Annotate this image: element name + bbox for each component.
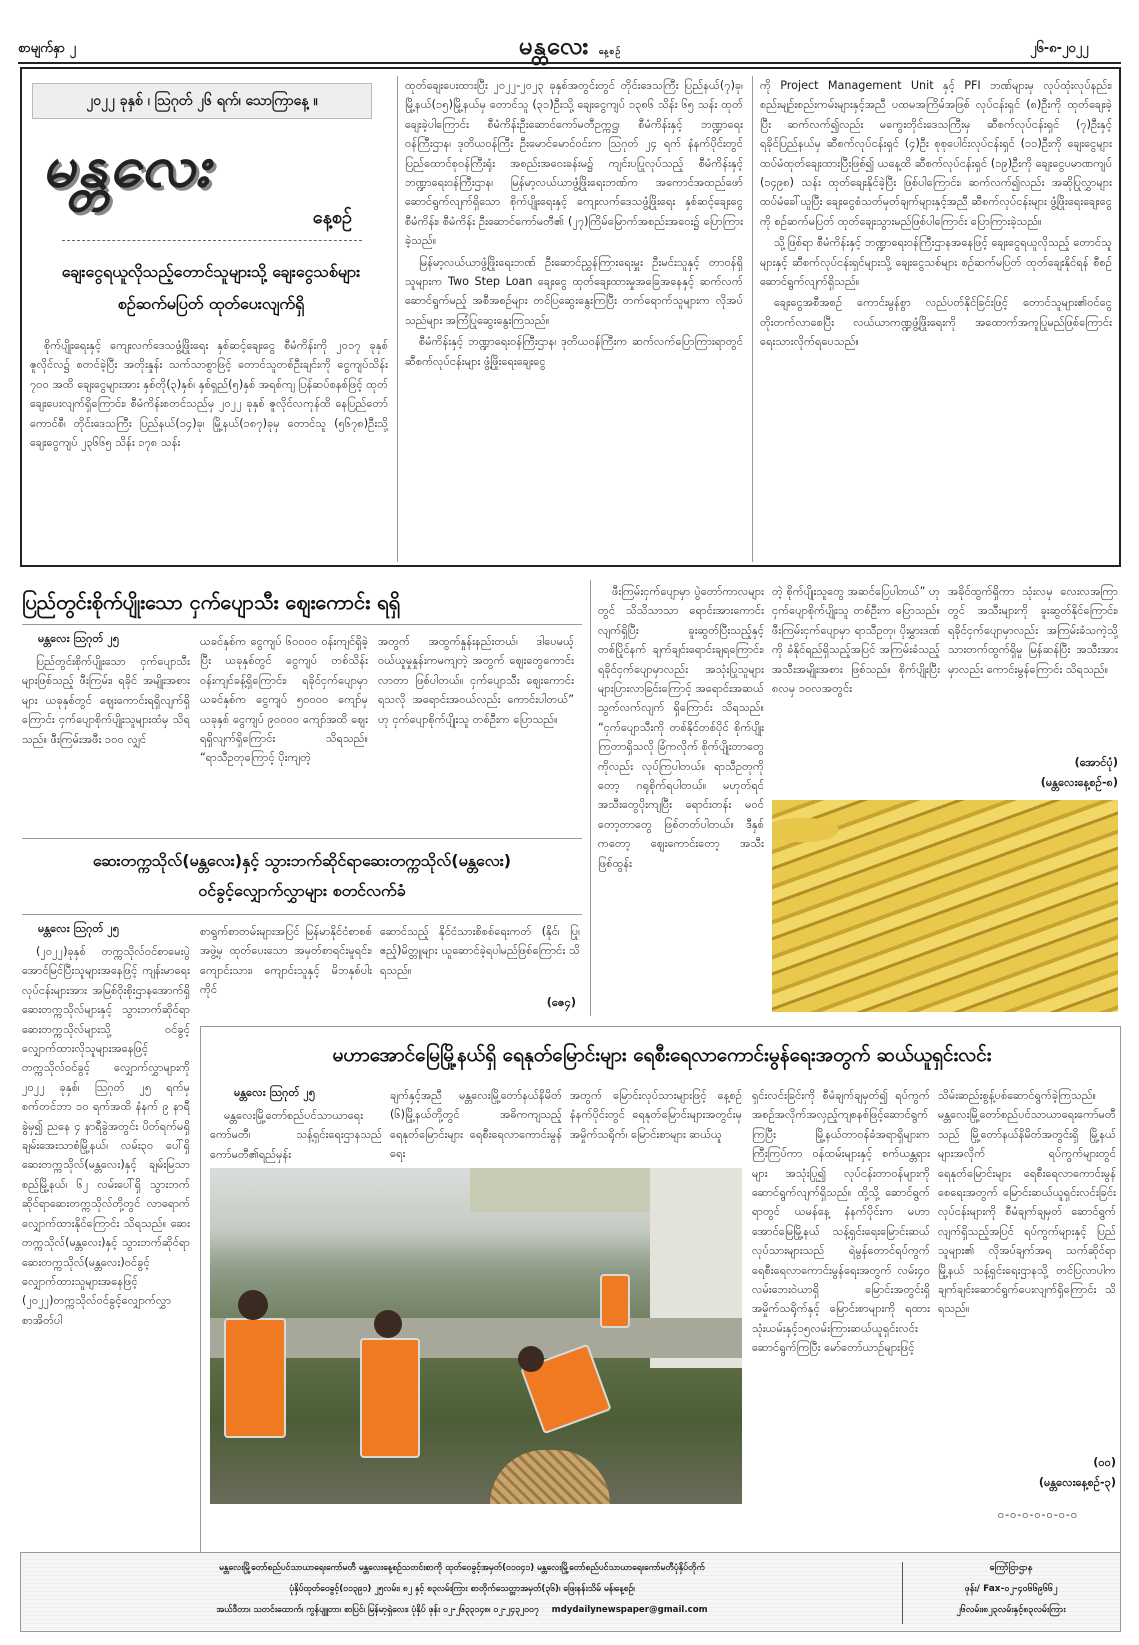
footer-left <box>32 1558 892 1621</box>
hospital-col3: ဆောင်သည့် နိုင်ငံသားစိစစ်ရေးကတ် (နိုင်၊ ပြု၊ ဧည့်)မိတ္တူများ ယူဆောင်ခဲ့ရပါမည်ဖြစ်ကြောင်း သိရသည်။ <box>380 925 580 977</box>
logo-sub: နေ့စဉ် <box>312 207 352 228</box>
footer-divider <box>902 1562 903 1624</box>
top-col2-p2: မြန်မာ့လယ်ယာဖွံ့ဖြိုးရေးဘဏ် ဦးဆောင်ညွှန်ကြားရေးမှူး ဦးမင်းသူနှင့် တာဝန်ရှိသူများက Two Step Loan ချေးငွေ ထုတ်ချေးထားမှုအခြေအနေနှင့် ဆက်လက်ဆောင်ရွက်မည့် အစီအစဉ်များ တင်ပြဆွေးနွေးကြပြီး တက်ရောက်သူများက လိုအပ်သည်များ အကြံပြုဆွေးနွေးကြသည်။ <box>405 255 743 327</box>
photo-worker-3-head <box>518 1346 544 1372</box>
banana-col2: ယခင်နှစ်က ငွေကျပ် ၆၀၀၀၀ ဝန်းကျင်ရှိခဲ့ပြီး ယခုနှစ်တွင် ငွေကျပ် တစ်သိန်း ဝန်းကျင်ခန့်ရှိကြောင်း၊ ရခိုင်ငှက်ပျောမှာ ယခင်နှစ်က ငွေကျပ် ၅၀၀၀၀ ကျော်မှ ယခုနှစ် ငွေကျပ် ၉၀၀၀၀ ကျော်အထိ ဈေးရရှိလျက်ရှိကြောင်း သိရသည်။ “ရာသီဥတုကြောင့် ပိုးကျတဲ့ <box>200 635 368 765</box>
mahaaung-byline: (ဝဝ) <box>1093 1456 1116 1469</box>
mahaaung-dateline: မန္တလေး ဩဂုတ် ၂၅ <box>234 1086 316 1099</box>
top-col3-p2: သို့ဖြစ်ရာ စီမံကိန်းနှင့် ဘဏ္ဍာရေးဝန်ကြီးဌာနအနေဖြင့် ချေးငွေရယူလိုသည့် တောင်သူများနှင့် ဆီစက်လုပ်ငန်းရှင်များသို့ ချေးငွေသစ်များ စဉ်ဆက်မပြတ် ထုတ်ချေးနိုင်ရန် စီစဉ်ဆောင်ရွက်လျက်ရှိသည်။ <box>760 236 1112 289</box>
footer-ad-phone: ဖုန်း/ Fax-၀၂-၄၀၆၆၉၆၆၂ <box>964 1584 1058 1594</box>
hospital-dateline: မန္တလေး ဩဂုတ် ၂၅ <box>38 922 120 935</box>
masthead-small-sub: နေ့စဉ် <box>598 47 622 57</box>
banana-col4: ဖီးကြမ်းငှက်ပျောမှာ ပွဲတော်ကာလများတွင် သိသိသာသာ ရောင်းအားကောင်းလျက်ရှိပြီး ခူးဆွတ်ပြီးသည့်နှင့် တစ်ပြိုင်နက် ချက်ချင်းရောင်းချရကြောင်း၊ ရခိုင်ငှက်ပျောမှာလည်း အသုံးပြုသူများ များပြားလာခြင်းကြောင့် အရောင်းအဆယ်သွက်လက်လျက် ရှိကြောင်း သိရသည်။ “ငှက်ပျောသီးကို တစ်နိုင်တစ်ပိုင် စိုက်ပျိုးကြတာရှိသလို ခြံကလိုက် စိုက်ပျိုးတာတွေကိုလည်း လုပ်ကြပါတယ်။ ရာသီဥတုကိုတော့ ဂရုစိုက်ရပါတယ်။ မဟုတ်ရင် အသီးတွေပိုးကျပြီး ရောင်းတန်း မဝင်တော့တာတွေ ဖြစ်တတ်ပါတယ်။ ဒီနှစ်ကတော့ ဈေးကောင်းတော့ အသီးဖြစ်ထွန်း <box>598 585 764 870</box>
mahaaung-col3: အတွက် မြောင်းလုပ်သားများဖြင့် နေ့စဉ် နံနက်ပိုင်းတွင် ရေနုတ်မြောင်းများအတွင်းမှ အမှိုက်သရိုက်၊ မြောင်းစာများ ဆယ်ယူ <box>570 1089 742 1141</box>
top-col3-p3: ချေးငွေအစီအစဉ် ကောင်းမွန်စွာ လည်ပတ်နိုင်ခြင်းဖြင့် တောင်သူများ၏ဝင်ငွေတိုးတက်လာစေပြီး လယ်ယာကဏ္ဍဖွံ့ဖြိုးရေးကို အထောက်အကူပြုမည်ဖြစ်ကြောင်း ရေးသားလိုက်ရပေသည်။ <box>760 296 1112 349</box>
hospital-byline: (ဇေ၄) <box>546 996 576 1009</box>
page-label: စာမျက်နှာ ၂ <box>18 41 76 56</box>
footer-ad-title: ကြော်ငြာဌာန <box>989 1563 1033 1573</box>
mahaaung-end-mark: ၀-၀-၀-၀-၀-၀-၀ <box>997 1508 1079 1521</box>
hospital-col1: (၂၀၂၂)ခုနှစ် တက္ကသိုလ်ဝင်စာမေးပွဲအောင်မြင်ပြီးသူများအနေဖြင့် ကျန်းမာရေးလုပ်ငန်းများအား အမြစ်ဝိုးစိုးဌာနအောက်ရှိ ဆေးတက္ကသိုလ်များနှင့် သွားဘက်ဆိုင်ရာဆေးတက္ကသိုလ်များသို့ ဝင်ခွင့်လျှောက်ထားလိုသူများအနေဖြင့် တက္ကသိုလ်ဝင်ခွင့် လျှောက်လွှာများကို ၂၀၂၂ ခုနှစ်၊ ဩဂုတ် ၂၅ ရက်မှ စက်တင်ဘာ ၁၀ ရက်အထိ နံနက် ၉ နာရီခွဲမှ၍ ညနေ ၄ နာရီခွဲအတွင်း ပိတ်ရက်မရှိ ချမ်းအေးသာစံမြို့နယ်၊ လမ်း၃၀ ပေါ်ရှိ ဆေးတက္ကသိုလ်(မန္တလေး)နှင့် ချမ်းမြသာစည်မြို့နယ်၊ ၆၂ လမ်းပေါ်ရှိ သွားဘက်ဆိုင်ရာဆေးတက္ကသိုလ်တို့တွင် လာရောက်လျှောက်ထားနိုင်ကြောင်း သိရသည်။ ဆေးတက္ကသိုလ်(မန္တလေး)နှင့် သွားဘက်ဆိုင်ရာဆေးတက္ကသိုလ်(မန္တလေး)ဝင်ခွင့်လျှောက်ထားသူများအနေဖြင့် (၂၀၂၂)တက္ကသိုလ်ဝင်ခွင့်လျှောက်လွှာ စာအိတ်ပါ <box>22 945 190 1327</box>
footer-ad <box>908 1558 1114 1621</box>
top-col-rule-2 <box>752 76 753 562</box>
top-col2-p3: စီမံကိန်းနှင့် ဘဏ္ဍာရေးဝန်ကြီးဌာန၊ ဒုတိယဝန်ကြီးက ဆက်လက်ပြောကြားရာတွင် ဆီစက်လုပ်ငန်းများ ဖွံ့ဖြိုးရေးချေးငွေ <box>405 335 743 368</box>
photo-worker-4 <box>600 1274 630 1328</box>
top-col-rule-1 <box>397 76 398 562</box>
banana-headline: ပြည်တွင်းစိုက်ပျိုးသော ငှက်ပျောသီး ဈေးကောင်း ရရှိ <box>22 590 401 614</box>
hospital-top-rule <box>22 838 582 839</box>
logo-divider <box>62 240 362 241</box>
hospital-headline-line2: ဝင်ခွင့်လျှောက်လွှာများ စတင်လက်ခံ <box>198 881 406 900</box>
footer-email[interactable]: mdydailynewspaper@gmail.com <box>551 1605 708 1615</box>
footer-line1: မန္တလေးမြို့တော်စည်ပင်သာယာရေးကော်မတီ မန္တလေးနေ့စဉ်သတင်းစာကို ထုတ်ဝေခွင့်အမှတ်(၀၁၀၄၁) မန္တလေးမြို့တော်စည်ပင်သာယာရေးကော်မတီပုံနှိပ်တိုက် <box>219 1563 705 1573</box>
banana-col1: ပြည်တွင်းစိုက်ပျိုးသော ငှက်ပျောသီးများဖြစ်သည့် ဖီးကြမ်း၊ ရခိုင် အမျိုးအစားများ ယခုနှစ်တွင် ဈေးကောင်းရရှိလျက်ရှိကြောင်း ငှက်ပျောစိုက်ပျိုးသူများထံမှ သိရသည်။ ဖီးကြမ်းအဖီး ၁၀၀ လျှင် <box>22 655 190 746</box>
banana-credit: (မန္တလေးနေ့စဉ်-၈) <box>1040 776 1118 789</box>
photo-worker-2-head <box>374 1310 402 1338</box>
mahaaung-photo <box>210 1168 742 1504</box>
banana-col3: အတွက် အထွက်နှုန်းနည်းတယ်၊ ဒါပေမယ့် ဝယ်ယူမှုနှုန်းကမကျတဲ့ အတွက် ဈေးတွေကောင်းလာတာ ဖြစ်ပါတယ်။ ငှက်ပျောသီး ဈေးကောင်းရသလို အရောင်းအဝယ်လည်း ကောင်းပါတယ်” ဟု ငှက်ပျောစိုက်ပျိုးသူ တစ်ဦးက ပြောသည်။ <box>378 635 574 726</box>
top-story-col2 <box>405 76 743 562</box>
date-box <box>32 83 372 119</box>
mahaaung-credit: (မန္တလေးနေ့စဉ်-၃) <box>1038 1476 1116 1489</box>
top-headline-line2: စဉ်ဆက်မပြတ် ထုတ်ပေးလျက်ရှိ <box>117 294 305 313</box>
footer-ad-address: ၂၆လမ်း၊၈၂၃လမ်းနှင့်၈၃လမ်းကြား <box>956 1605 1066 1615</box>
hospital-headline-rule <box>22 914 582 915</box>
banana-byline: (အောင်ပုံ) <box>1074 756 1118 769</box>
mahaaung-col5: သိမ်းဆည်းစွန့်ပစ်ဆောင်ရွက်ခဲ့ကြသည်။ မန္တလေးမြို့တော်စည်ပင်သာယာရေးကော်မတီသည် မြို့တော်နယ်နိမိတ်အတွင်းရှိ မြို့နယ်များအလိုက် ရပ်ကွက်များတွင် ရေနုတ်မြောင်းများ ရေစီးရေလာကောင်းမွန်စေရေးအတွက် မြောင်းဆယ်ယူရှင်းလင်းခြင်းလုပ်ငန်းများကို စီမံချက်ချမှတ် ဆောင်ရွက်လျက်ရှိသည့်အပြင် ရပ်ကွက်များနှင့် ပြည်သူများ၏ လိုအပ်ချက်အရ သက်ဆိုင်ရာမြို့နယ် သန့်ရှင်းရေးဌာနသို့ တင်ပြလာပါက ချက်ချင်းဆောင်ရွက်ပေးလျက်ရှိကြောင်း သိရသည်။ <box>938 1089 1116 1316</box>
photo-worker-1 <box>224 1318 286 1438</box>
photo-sidewalk <box>210 1318 742 1358</box>
date-box-text: ၂၀၂၂ ခုနှစ် ၊ ဩဂုတ် ၂၆ ရက်၊ သောကြာနေ့ ။ <box>86 92 318 109</box>
photo-basket <box>490 1450 610 1504</box>
header-rule <box>18 62 1121 64</box>
banana-col-rule <box>590 580 591 1016</box>
hospital-col2: စာရွက်စာတမ်းများအပြင် မြန်မာနိုင်ငံစာစစ်အဖွဲ့မှ ထုတ်ပေးသော အမှတ်စာရင်းမူရင်း၊ ကျောင်းသား၊ ကျောင်းသူနှင့် မိဘနှစ်ပါး ကိုင် <box>200 925 372 997</box>
banana-col6: အခိုင်ထွက်ရှိကာ သုံးလမှ လေးလအကြာတွင် အသီးများကို ခူးဆွတ်နိုင်ကြောင်း၊ ရခိုင်ငှက်ပျောမှာလည်း အကြမ်းခံသကဲ့သို့ သားတက်ထွက်ရှိမှု မြန်ဆန်ပြီး အသီးအားမှာလည်း ကောင်းမွန်ကြောင်း သိရသည်။ <box>948 585 1118 676</box>
top-col3-p1: ကို Project Management Unit နှင့် PFI ဘဏ်များမှ လုပ်ထုံးလုပ်နည်း၊ စည်းမျဉ်းစည်းကမ်းများနှင့်အညီ ပထမအကြိမ်အဖြစ် လုပ်ငန်းရှင် (၈)ဦးကို ထုတ်ချေးခဲ့ပြီး ဆက်လက်၍လည်း မကွေးတိုင်းဒေသကြီးမှ ဆီစက်လုပ်ငန်းရှင် (၇)ဦးနှင့် ရခိုင်ပြည်နယ်မှ ဆီစက်လုပ်ငန်းရှင် (၄)ဦး စုစုပေါင်းလုပ်ငန်းရှင် (၁၁)ဦးကို ချေးငွေများ ထပ်မံထုတ်ချေးထားပြီးဖြစ်၍ ယနေ့ထိ ဆီစက်လုပ်ငန်းရှင် (၁၉)ဦးကို ချေးငွေပမာဏကျပ် (၁၄၉၈) သန်း ထုတ်ချေးနိုင်ခဲ့ပြီး ဖြစ်ပါကြောင်း၊ ဆက်လက်၍လည်း အဆိုပြုလွှာများ ထပ်မံခေါ်ယူပြီး ချေးငွေစံသတ်မှတ်ချက်များနှင့်အညီ ဆီစက်လုပ်ငန်းများ ဖွံ့ဖြိုးရေးချေးငွေကို စဉ်ဆက်မပြတ် ထုတ်ချေးသွားမည်ဖြစ်ပါကြောင်း ပြောကြားခဲ့သည်။ <box>760 79 1112 228</box>
top-story-col1 <box>30 336 388 562</box>
hospital-headline <box>22 846 582 906</box>
photo-worker-1-head <box>238 1290 268 1320</box>
hospital-headline-line1: ဆေးတက္ကသိုလ်(မန္တလေး)နှင့် သွားဘက်ဆိုင်ရာဆေးတက္ကသိုလ်(မန္တလေး) <box>92 851 512 870</box>
masthead-small <box>500 30 640 66</box>
top-headline-line1: ချေးငွေရယူလိုသည့်တောင်သူများသို့ ချေးငွေသစ်များ <box>61 262 361 281</box>
banana-dateline: မန္တလေး ဩဂုတ် ၂၅ <box>38 632 120 645</box>
top-story-headline <box>28 256 394 320</box>
banana-headline-rule <box>22 624 582 625</box>
footer-line3: အယ်ဒီတာ၊ သတင်းထောက်၊ ကွန်ပျူတာ၊ စာပြင်၊ မြန်မာ့ရှဲလေး၊ ပုံနှိပ် ဖုန်း ၀၂-၂၆၃၃၁၄၈၊ ၀၂-၂၄၃၂၀၀၇ <box>216 1605 539 1615</box>
footer-line2: ပုံနှိပ်ထုတ်ဝေခွင့်(၀၁၃၉၁) ၂၅လမ်း၊ ၈၂ နှင့် ၈၃လမ်းကြား စာတိုက်သေတ္တာအမှတ်(၃၆)၊ ဖြေးနန်းသိမ် မန်၊နေ့စဉ်၊ <box>289 1584 635 1594</box>
logo-main: မန္တလေး <box>42 132 212 200</box>
photo-worker-2 <box>360 1338 420 1458</box>
banana-col5: တဲ့ စိုက်ပျိုးသူတွေ အဆင်ပြေပါတယ်” ဟု ငှက်ပျောစိုက်ပျိုးသူ တစ်ဦးက ပြောသည်။ ဖီးကြမ်းငှက်ပျောမှာ ရာသီဥတု၊ ပိုးမွှားဒဏ်ကို ခံနိုင်ရည်ရှိသည့်အပြင် အကြမ်းခံသည့် အသီးအမျိုးအစား ဖြစ်သည်။ စိုက်ပျိုးပြီး ၈လမှ ၁၀လအတွင်း <box>772 585 940 696</box>
mahaaung-headline: မဟာအောင်မြေမြို့နယ်ရှိ ရေနုတ်မြောင်းများ ရေစီးရေလာကောင်းမွန်ရေးအတွက် ဆယ်ယူရှင်းလင်း <box>332 1044 992 1066</box>
mahaaung-col2: ချက်နှင့်အညီ မန္တလေးမြို့တော်နယ်နိမိတ် (၆)မြို့နယ်တို့တွင် အဓိကကျသည့် ရေနုတ်မြောင်းများ ရေစီးရေလာကောင်းမွန်ရေး <box>390 1089 562 1161</box>
logo <box>42 130 362 234</box>
banana-photo <box>772 800 1118 1012</box>
top-story-col3 <box>760 76 1112 562</box>
footer-line3-wrap <box>32 1600 892 1621</box>
masthead-small-title: မန္တလေး <box>518 31 590 60</box>
top-col1-p1: စိုက်ပျိုးရေးနှင့် ကျေးလက်ဒေသဖွံ့ဖြိုးရေး နှစ်ဆင့်ချေးငွေ စီမံကိန်းကို ၂၀၁၇ ခုနှစ် ဇူလိုင်လ၌ စတင်ခဲ့ပြီး အတိုးနှုန်း သက်သာစွာဖြင့် တောင်သူတစ်ဦးချင်းကို ငွေကျပ်သိန်း ၇၀၀ အထိ ချေးငွေများအား နှစ်တို(၃)နှစ်၊ နှစ်ရှည်(၅)နှစ် အရစ်ကျ ပြန်ဆပ်စနစ်ဖြင့် ထုတ်ချေးပေးလျက်ရှိကြောင်း၊ စီမံကိန်းစတင်သည်မှ ၂၀၂၂ ခုနှစ် ဇူလိုင်လကုန်ထိ နေပြည်တော်ကောင်စီ၊ တိုင်းဒေသကြီး ပြည်နယ်(၁၄)ခု၊ မြို့နယ်(၁၈၇)ခုမှ တောင်သူ (၅၆၇၈)ဦးသို့ ချေးငွေကျပ် ၂၃၆၆၅ သိန်း ၁၇၈ သန်း <box>30 339 388 450</box>
top-col2-p1: ထုတ်ချေးပေးထားပြီး ၂၀၂၂-၂၀၂၃ ခုနှစ်အတွင်းတွင် တိုင်းဒေသကြီး ပြည်နယ်(၇)ခု၊ မြို့နယ်(၁၅)မြို့နယ်မှ တောင်သူ (၃၁)ဦးသို့ ချေးငွေကျပ် ၁၃၈၆ သိန်း ၆၅ သန်း ထုတ်ချေးခဲ့ပါကြောင်း စီမံကိန်းဦးဆောင်ကော်မတီဥက္ကဋ္ဌ၊ စီမံကိန်းနှင့် ဘဏ္ဍာရေးဝန်ကြီးဌာန၊ ဒုတိယဝန်ကြီး ဦးမောင်မောင်ဝင်းက ဩဂုတ် ၂၄ ရက် နံနက်ပိုင်းတွင် ပြည်ထောင်စုဝန်ကြီးရုံး အစည်းအဝေးခန်းမ၌ ကျင်းပပြုလုပ်သည့် စီမံကိန်းနှင့် ဘဏ္ဍာရေးဝန်ကြီးဌာန၊ မြန်မာ့လယ်ယာဖွံ့ဖြိုးရေးဘဏ်က အကောင်အထည်ဖော် ဆောင်ရွက်လျက်ရှိသော စိုက်ပျိုးရေးနှင့် ကျေးလက်ဒေသဖွံ့ဖြိုးရေး နှစ်ဆင့်ချေးငွေစီမံကိန်း၊ စီမံကိန်း ဦးဆောင်ကော်မတီ၏ (၂၇)ကြိမ်မြောက်အစည်းအဝေး၌ ပြောကြားခဲ့သည်။ <box>405 79 743 248</box>
page-date: ၂၆-၈-၂၀၂၂ <box>1030 41 1089 56</box>
mahaaung-col1: မန္တလေးမြို့တော်စည်ပင်သာယာရေးကော်မတီ၊ သန့်ရှင်းရေးဌာနသည် ကော်မတီ၏ရည်မှန်း <box>210 1109 382 1161</box>
mahaaung-col4: ရှင်းလင်းခြင်းကို စီမံချက်ချမှတ်၍ ရပ်ကွက်အစဉ်အလိုက်အလှည့်ကျစနစ်ဖြင့်ဆောင်ရွက်ကြပြီး မြို့နယ်တာဝန်ခံအရာရှိများက ကြီးကြပ်ကာ ဝန်ထမ်းများနှင့် စက်ယန္တရားများ အသုံးပြု၍ လုပ်ငန်းတာဝန်များကို ဆောင်ရွက်လျက်ရှိသည်။ ထို့သို့ ဆောင်ရွက်ရာတွင် ယမန်နေ့ နံနက်ပိုင်းက မဟာအောင်မြေမြို့နယ် သန့်ရှင်းရေးမြောင်းဆယ်လုပ်သားများသည် ရဲမွန်တောင်ရပ်ကွက် ရေစီးရေလာကောင်းမွန်ရေးအတွက် လမ်း၄၀ လမ်းဘေးဝဲယာရှိ မြောင်းအတွင်းရှိ အမှိုက်သရိုက်နှင့် မြောင်းစာများကို ရထားသုံးယမ်းနှင့်၁၅လမ်းကြားဆယ်ယူရှင်းလင်းဆောင်ရွက်ကြပြီး မော်တော်ယာဉ်များဖြင့် <box>752 1089 930 1355</box>
